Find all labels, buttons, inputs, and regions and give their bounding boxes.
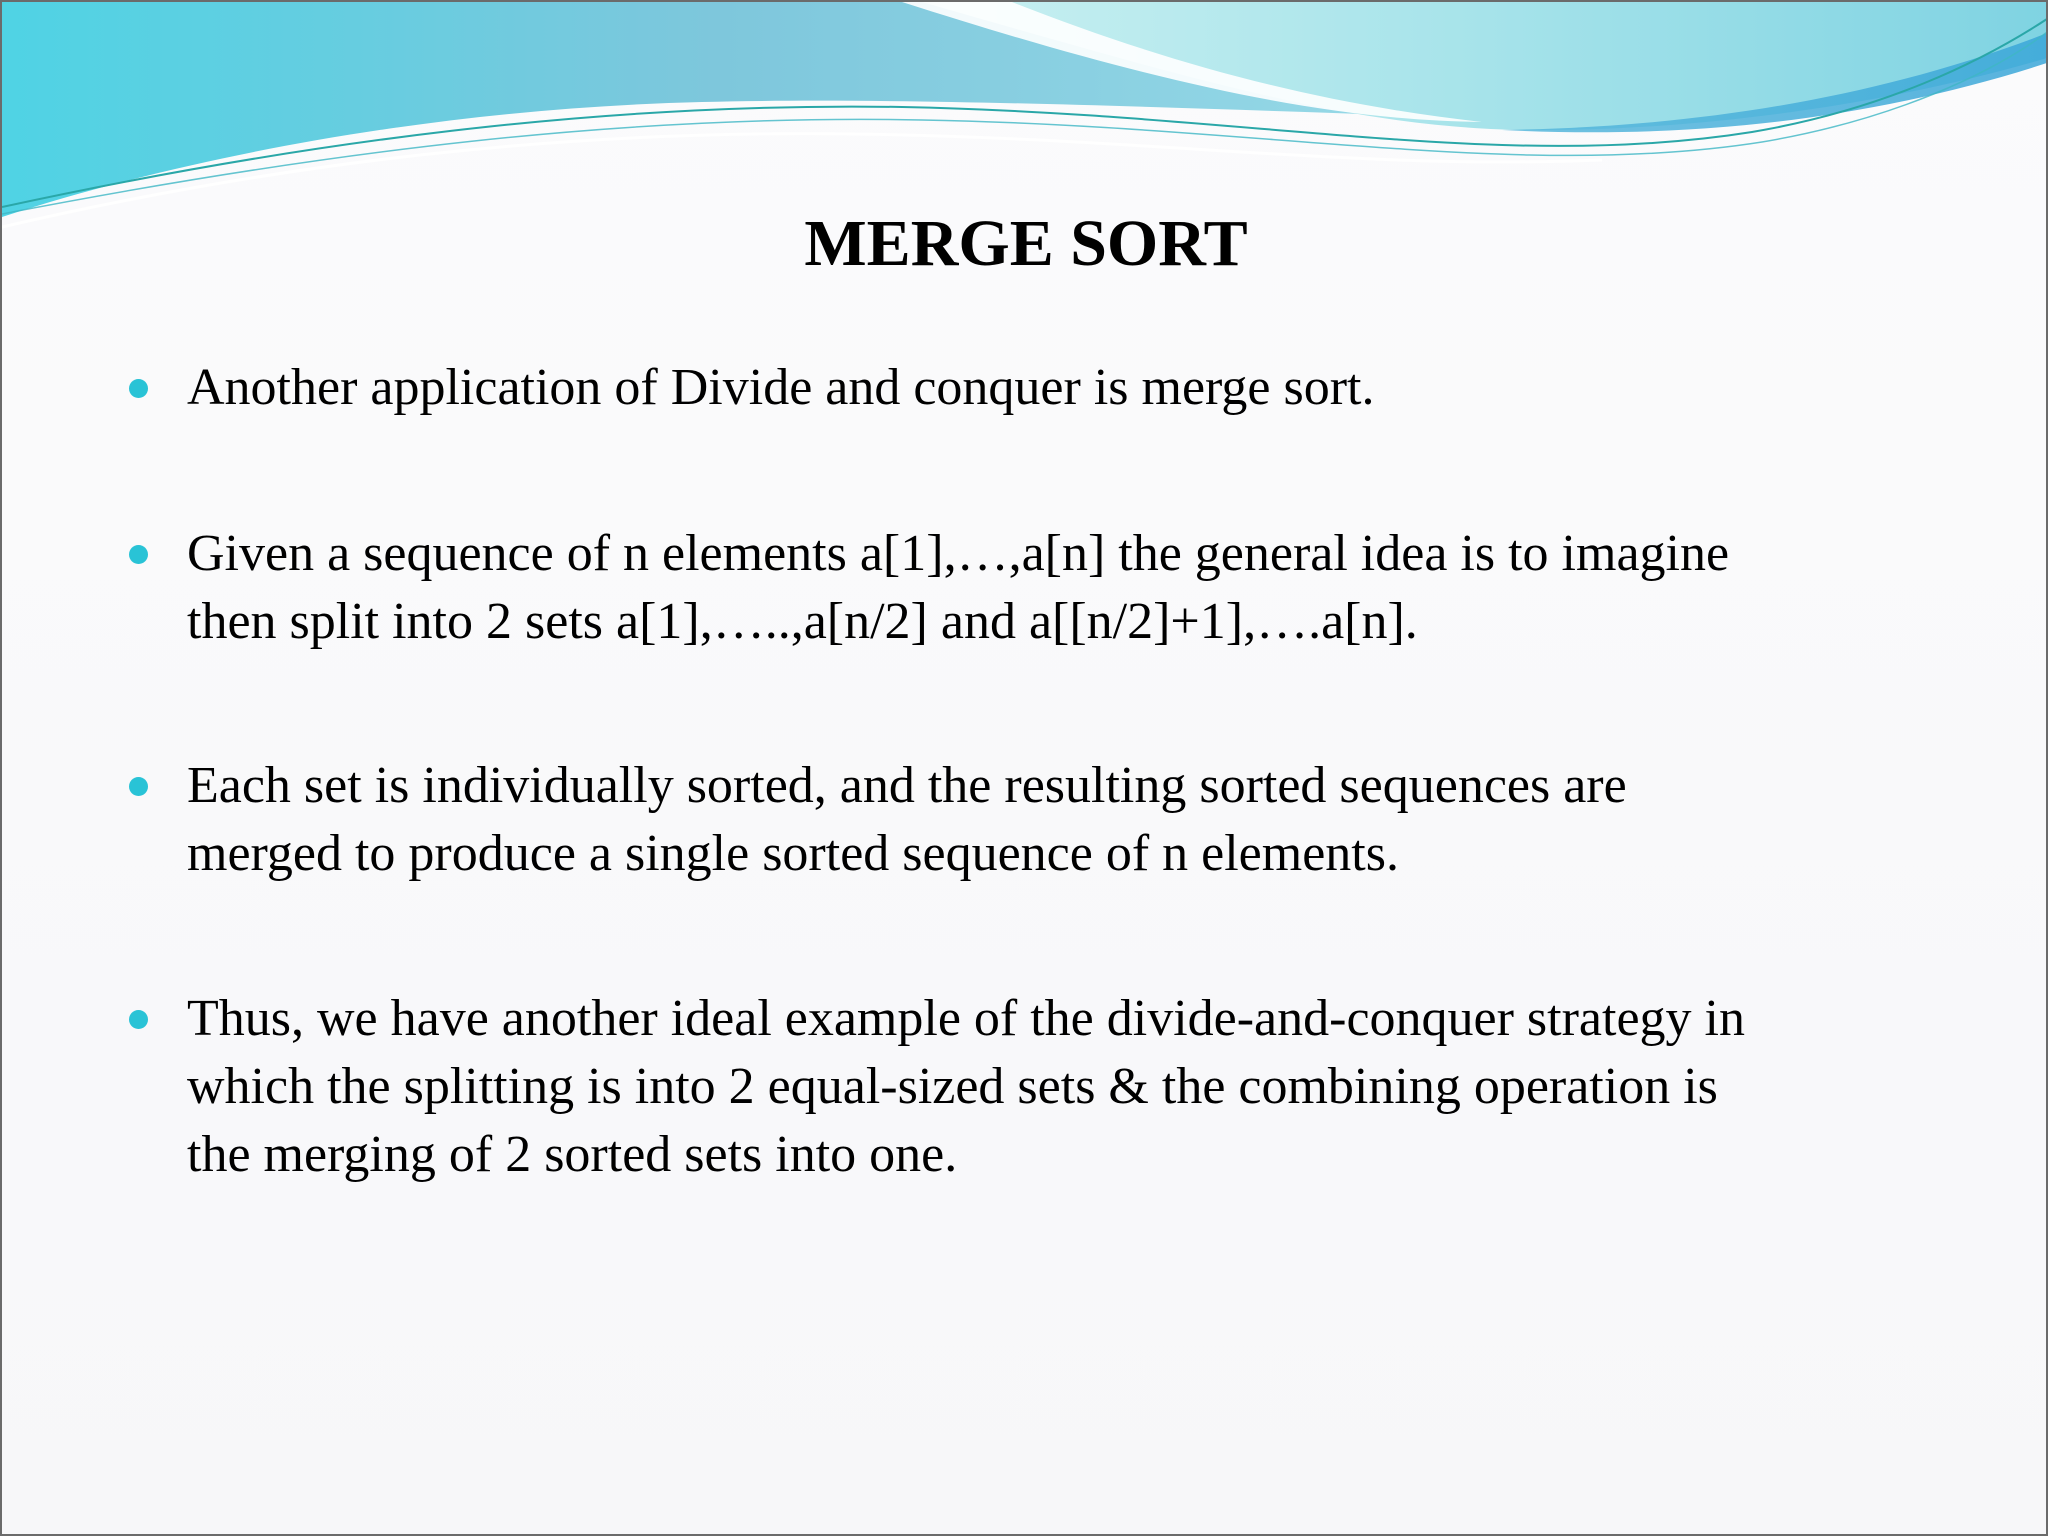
bullet-dot-icon (129, 1010, 148, 1029)
bullet-dot-icon (129, 379, 148, 398)
bullet-text: Thus, we have another ideal example of the divide-and-conquer strategy in which the splitting is into 2 equal-sized sets & the combining operation is the merging of 2 sorted sets into one. (187, 990, 1745, 1183)
bullet-dot-icon (129, 545, 148, 564)
bullet-text: Another application of Divide and conquer is merge sort. (187, 359, 1375, 416)
bullet-dot-icon (129, 777, 148, 796)
bullet-text: Each set is individually sorted, and the resulting sorted sequences are merged to produce a single sorted sequence of n elements. (187, 757, 1627, 882)
slide-title: MERGE SORT (804, 207, 1248, 280)
bullet-text: Given a sequence of n elements a[1],…,a[n] the general idea is to imagine then split into 2 sets a[1],…..,a[n/2] and a[[n/2]+1],….a[n]. (187, 525, 1730, 650)
